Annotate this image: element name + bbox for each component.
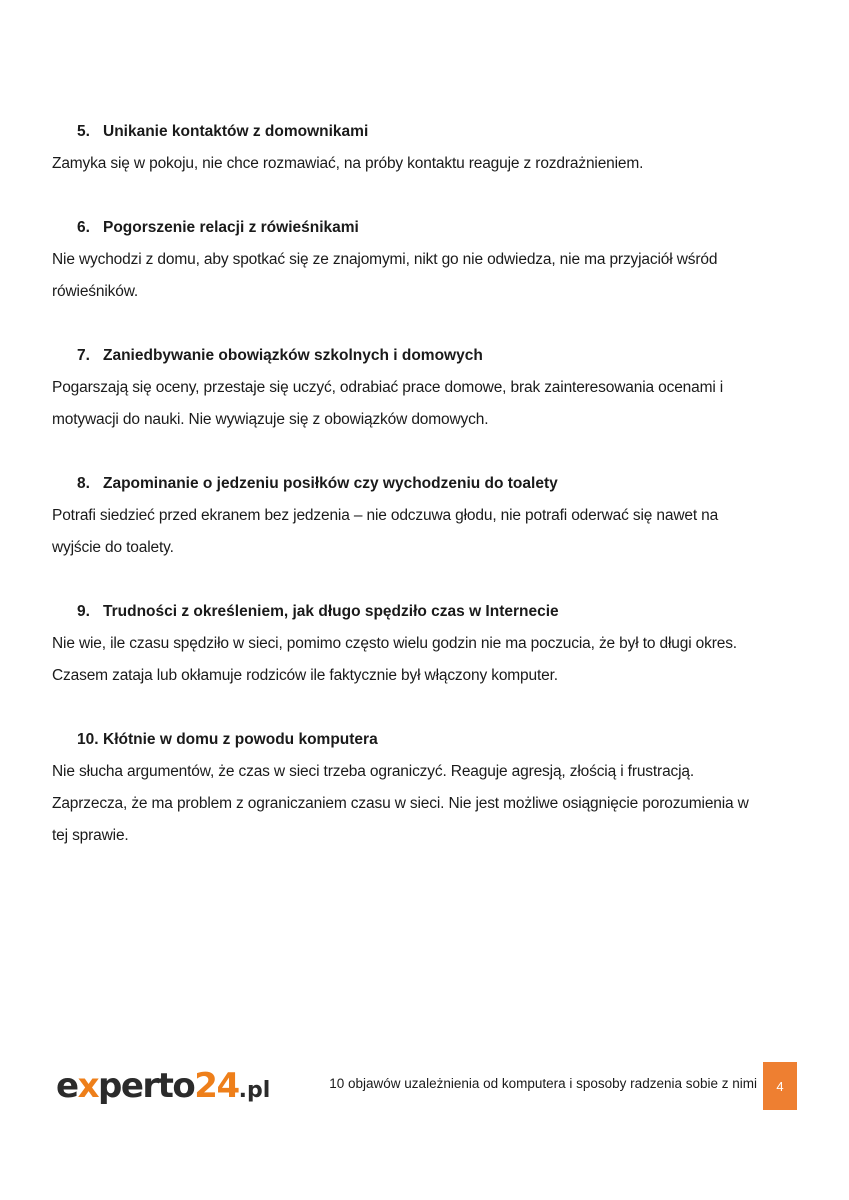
body-line: Nie słucha argumentów, że czas w sieci trzeba ograniczyć. Reaguje agresją, złością i frustracją. — [52, 763, 695, 780]
section-heading — [77, 340, 802, 372]
section-5 — [52, 116, 802, 180]
section-body — [52, 500, 802, 564]
section-body — [52, 372, 802, 436]
logo-part: x — [77, 1066, 98, 1106]
body-line: Czasem zataja lub okłamuje rodziców ile faktycznie był włączony komputer. — [52, 667, 558, 684]
section-body — [52, 148, 802, 180]
section-heading — [77, 212, 802, 244]
section-6 — [52, 212, 802, 308]
section-heading — [77, 724, 802, 756]
body-line: tej sprawie. — [52, 827, 129, 844]
section-body — [52, 244, 802, 308]
section-heading — [77, 596, 802, 628]
page-number-badge — [763, 1062, 797, 1110]
section-title: Zaniedbywanie obowiązków szkolnych i domowych — [103, 347, 483, 364]
section-title: Unikanie kontaktów z domownikami — [103, 123, 369, 140]
section-heading — [77, 116, 802, 148]
logo-part: perto — [98, 1066, 195, 1106]
section-number: 6. — [77, 219, 90, 236]
section-number: 7. — [77, 347, 90, 364]
section-title: Kłótnie w domu z powodu komputera — [103, 731, 378, 748]
section-body — [52, 756, 802, 852]
section-number: 10. — [77, 731, 99, 748]
section-10 — [52, 724, 802, 852]
section-title: Pogorszenie relacji z rówieśnikami — [103, 219, 359, 236]
section-title: Zapominanie o jedzeniu posiłków czy wychodzeniu do toalety — [103, 475, 558, 492]
page-number: 4 — [776, 1078, 784, 1094]
experto24-logo — [56, 1066, 270, 1106]
section-8 — [52, 468, 802, 564]
body-line: Zamyka się w pokoju, nie chce rozmawiać, na próby kontaktu reaguje z rozdrażnieniem. — [52, 155, 644, 172]
body-line: rówieśników. — [52, 283, 139, 300]
section-body — [52, 628, 802, 692]
logo-part: 24 — [194, 1066, 239, 1106]
body-line: Potrafi siedzieć przed ekranem bez jedzenia – nie odczuwa głodu, nie potrafi oderwać się nawet na — [52, 507, 719, 524]
logo-part: .pl — [238, 1078, 271, 1103]
section-heading — [77, 468, 802, 500]
body-line: Nie wie, ile czasu spędziło w sieci, pomimo często wielu godzin nie ma poczucia, że był to długi okres. — [52, 635, 737, 652]
document-title: 10 objawów uzależnienia od komputera i sposoby radzenia sobie z nimi — [329, 1076, 757, 1091]
section-title: Trudności z określeniem, jak długo spędziło czas w Internecie — [103, 603, 559, 620]
body-line: motywacji do nauki. Nie wywiązuje się z obowiązków domowych. — [52, 411, 489, 428]
body-line: Zaprzecza, że ma problem z ograniczaniem czasu w sieci. Nie jest możliwe osiągnięcie porozumienia w — [52, 795, 749, 812]
page-footer — [0, 1060, 849, 1120]
body-line: Nie wychodzi z domu, aby spotkać się ze znajomymi, nikt go nie odwiedza, nie ma przyjaciół wśród — [52, 251, 718, 268]
section-number: 8. — [77, 475, 90, 492]
section-number: 5. — [77, 123, 90, 140]
body-line: wyjście do toalety. — [52, 539, 174, 556]
section-9 — [52, 596, 802, 692]
body-line: Pogarszają się oceny, przestaje się uczyć, odrabiać prace domowe, brak zainteresowania ocenami i — [52, 379, 724, 396]
logo-part: e — [56, 1066, 78, 1106]
section-number: 9. — [77, 603, 90, 620]
section-7 — [52, 340, 802, 436]
